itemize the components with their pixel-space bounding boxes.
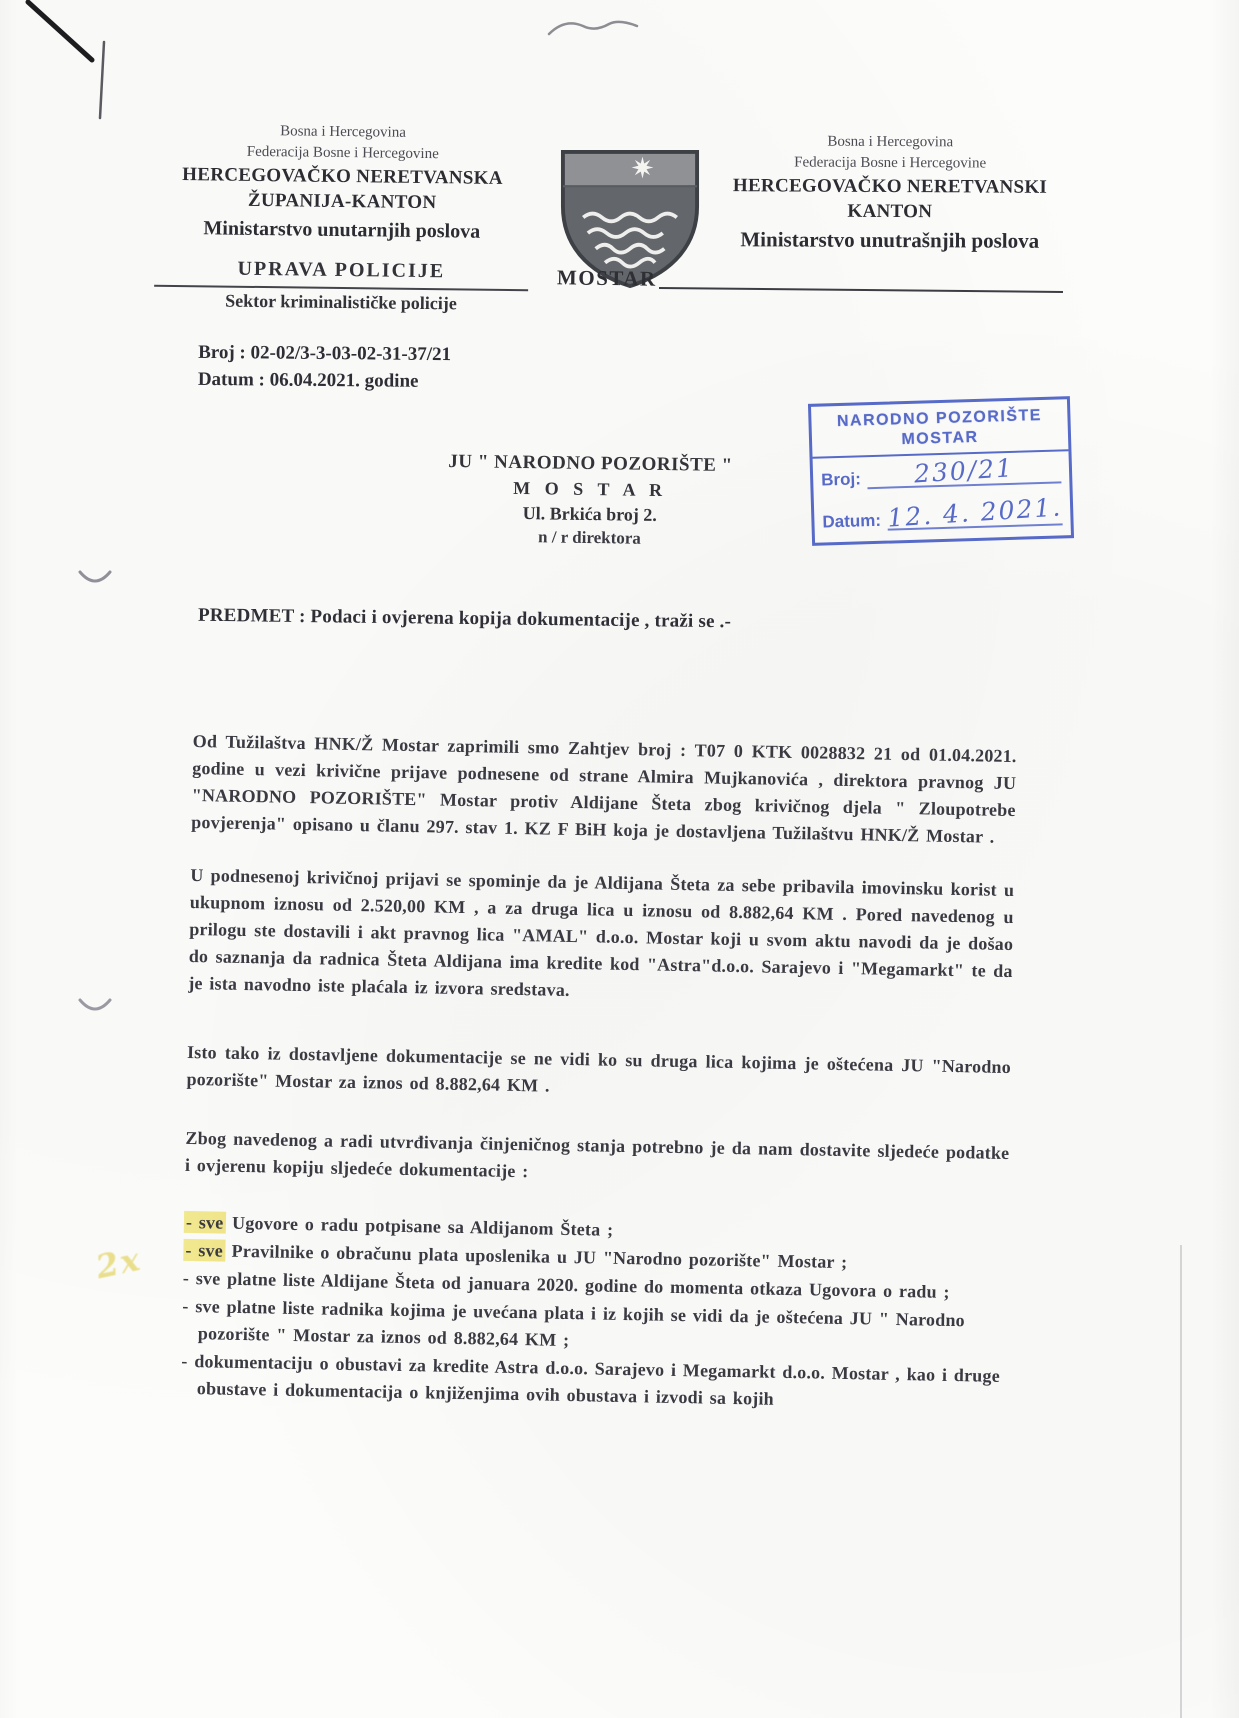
police-administration-title: UPRAVA POLICIJE bbox=[154, 257, 528, 292]
paragraph: U podnesenoj krivičnoj prijavi se spominje da je Aldijana Šteta za sebe pribavila imovinsku korist u ukupnom iznosu od 2.520,00 KM , a za druga lica u iznosu od 8.882,64 KM . Pored navedenog u prilogu ste dostavili i akt pravnog lica "AMAL" d.o.o. Mostar koji u svom aktu navodi da je došao do saznanja da radnica Šteta Aldijana ima kredite kod "Astra"d.o.o. Sarajevo i "Megamarkt" te da je ista navodno iste plaćala iz izvora sredstava. bbox=[188, 864, 1015, 1000]
sender-header-bosnian bbox=[688, 131, 1093, 255]
ministry-name: Ministarstvo unutarnjih poslova bbox=[203, 217, 481, 243]
handwritten-date: 12. 4. 2021. bbox=[886, 492, 1063, 533]
federation-line: Federacija Bosne i Hercegovine bbox=[246, 143, 439, 163]
highlighted-lead: - sve bbox=[184, 1211, 226, 1234]
paragraph: Zbog navedenog a radi utvrđivanja činjeničnog stanja potrebno je da nam dostavite sljedeće podatke i ovjerenu kopiju sljedeće dokumentacije : bbox=[184, 1127, 1010, 1182]
recipient-name: JU " NARODNO POZORIŠTE " bbox=[448, 451, 733, 476]
emblem-city-label: MOSTAR bbox=[556, 265, 657, 291]
reference-date: Datum : 06.04.2021. godine bbox=[197, 368, 419, 392]
reference-block bbox=[198, 339, 451, 395]
header-rule bbox=[659, 287, 1063, 293]
paragraph: Od Tužilaštva HNK/Ž Mostar zaprimili smo Zahtjev broj : T07 0 KTK 0028832 21 od 01.04.2021. godine u vezi krivične prijave podnesene od strane Almira Mujkanovića , direktora pravnog JU "NARODNO POZORIŠTE" Mostar protiv Aldijane Šteta zbog krivičnog djela " Zloupotrebe povjerenja" opisano u članu 297. stav 1. KZ F BiH koja je dostavljena Tužilaštvu HNK/Ž Mostar . bbox=[191, 730, 1017, 847]
request-list bbox=[181, 1209, 1008, 1417]
stamp-number-line bbox=[866, 453, 1061, 489]
stamp-date-row bbox=[814, 493, 1071, 543]
recipient-address: Ul. Brkića broj 2. bbox=[522, 503, 658, 525]
request-list-item: - sve platne liste radnika kojima je uvećana plata i iz kojih se vidi da je oštećena JU " Narodno pozorište " Mostar za iznos od 8.882,64 KM ; bbox=[182, 1295, 966, 1350]
federation-line: Federacija Bosne i Hercegovine bbox=[794, 154, 987, 172]
criminal-police-sector: Sektor kriminalističke policije bbox=[225, 290, 457, 314]
handwritten-margin-note: 2x bbox=[92, 1239, 145, 1287]
request-list-item: - sve Ugovore o radu potpisane sa Aldijanom Šteta ; bbox=[184, 1209, 1008, 1251]
stamp-date-label: Datum: bbox=[822, 510, 882, 532]
stamp-date-line bbox=[886, 492, 1063, 533]
stamp-org-city: MOSTAR bbox=[901, 428, 979, 449]
scan-edge-line bbox=[1180, 1245, 1182, 1718]
request-list-item: - sve platne liste Aldijane Šteta od januara 2020. godine do momenta otkaza Ugovora o radu ; bbox=[182, 1267, 950, 1302]
canton-name2: KANTON bbox=[847, 200, 933, 223]
recipient-block bbox=[419, 451, 760, 551]
canton-name: HERCEGOVAČKO NERETVANSKI bbox=[732, 175, 1048, 198]
letter-body bbox=[181, 728, 1017, 1418]
recipient-city: M O S T A R bbox=[513, 477, 668, 501]
sender-header-croatian bbox=[154, 120, 530, 316]
pen-stroke-artifact bbox=[14, 0, 134, 130]
highlighted-lead: - sve bbox=[183, 1239, 225, 1262]
request-list-item: - dokumentaciju o obustavi za kredite Astra d.o.o. Sarajevo i Megamarkt d.o.o. Mostar , kao i druge obustave i dokumentacija o knjiženjima ovih obustava i izvodi sa kojih bbox=[181, 1350, 1001, 1409]
checkmark-artifact bbox=[545, 12, 645, 46]
received-stamp bbox=[808, 396, 1074, 546]
canton-name: HERCEGOVAČKO NERETVANSKA bbox=[182, 164, 503, 189]
country-line: Bosna i Hercegovina bbox=[280, 123, 407, 141]
subject-line: PREDMET : Podaci i ovjerena kopija dokumentacije , traži se .- bbox=[197, 604, 732, 633]
stamp-title bbox=[811, 399, 1068, 459]
stamp-org-name: NARODNO POZORIŠTE bbox=[836, 406, 1043, 431]
recipient-attention: n / r direktora bbox=[537, 527, 642, 548]
handwritten-number: 230/21 bbox=[913, 453, 1015, 489]
country-line: Bosna i Hercegovina bbox=[827, 133, 954, 151]
request-list-item: - sve Pravilnike o obračunu plata uposlenika u JU "Narodno pozorište" Mostar ; bbox=[183, 1237, 1007, 1279]
stamp-number-label: Broj: bbox=[820, 469, 862, 490]
reference-number: Broj : 02-02/3-3-03-02-31-37/21 bbox=[198, 341, 452, 366]
ministry-name: Ministarstvo unutrašnjih poslova bbox=[740, 227, 1040, 253]
canton-name2: ŽUPANIJA-KANTON bbox=[247, 189, 437, 214]
binder-mark-icon bbox=[78, 998, 112, 1016]
paragraph: Isto tako iz dostavljene dokumentacije se ne vidi ko su druga lica kojima je oštećena JU "Narodno pozorište" Mostar za iznos od 8.882,64 KM . bbox=[186, 1041, 1012, 1096]
binder-mark-icon bbox=[78, 570, 112, 588]
